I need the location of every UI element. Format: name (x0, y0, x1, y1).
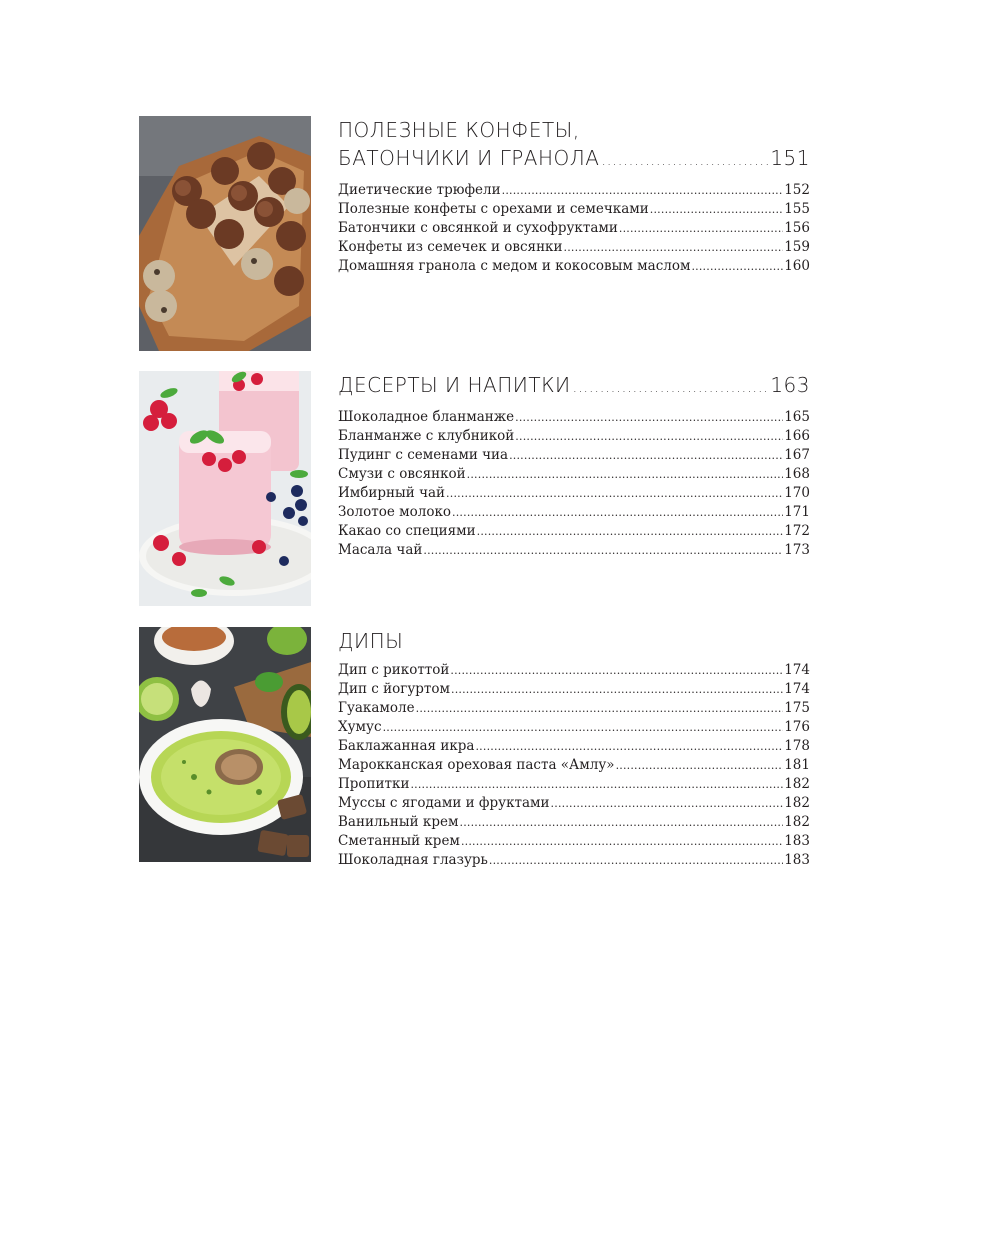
toc-section-candies (139, 116, 819, 351)
entry-title: Шоколадное бланманже (338, 409, 515, 425)
toc-entry[interactable] (338, 257, 810, 276)
toc-block (338, 116, 810, 276)
dot-leader (410, 776, 783, 794)
toc-section-dips (139, 627, 819, 868)
toc-entry[interactable] (338, 680, 810, 699)
entry-title: Дип с йогуртом (338, 681, 450, 697)
dot-leader (650, 201, 783, 219)
heading-line: ДИПЫ (338, 629, 404, 653)
toc-entry[interactable] (338, 408, 810, 427)
heading-line: БАТОНЧИКИ И ГРАНОЛА ..... 151 (338, 144, 810, 175)
entry-title: Дип с рикоттой (338, 662, 450, 678)
entry-title: Масала чай (338, 542, 423, 558)
section-page-number: 163 (770, 373, 810, 397)
dot-leader (446, 485, 783, 503)
entry-title: Ванильный крем (338, 814, 459, 830)
dot-leader (489, 852, 783, 870)
entry-page: 167 (784, 447, 810, 463)
dot-leader (416, 700, 784, 718)
entry-title: Смузи с овсянкой (338, 466, 466, 482)
heading-line: ПОЛЕЗНЫЕ КОНФЕТЫ, (338, 118, 580, 142)
entry-title: Полезные конфеты с орехами и семечками (338, 201, 649, 217)
entry-page: 183 (784, 852, 810, 868)
toc-entry[interactable] (338, 465, 810, 484)
section-heading (338, 627, 810, 655)
dot-leader (502, 182, 784, 200)
toc-entry[interactable] (338, 718, 810, 737)
dot-leader (564, 239, 784, 257)
toc-entry[interactable] (338, 541, 810, 560)
entry-page: 165 (784, 409, 810, 425)
section-page-number: 151 (770, 146, 810, 170)
entry-page: 172 (784, 523, 810, 539)
dot-leader (467, 466, 784, 484)
toc-block (338, 627, 810, 870)
toc-entry[interactable] (338, 484, 810, 503)
entry-title: Бланманже с клубникой (338, 428, 515, 444)
toc-entry[interactable] (338, 699, 810, 718)
entry-page: 182 (784, 776, 810, 792)
entry-title: Муссы с ягодами и фруктами (338, 795, 550, 811)
entry-page: 152 (784, 182, 810, 198)
toc-entry[interactable] (338, 756, 810, 775)
toc-entry[interactable] (338, 200, 810, 219)
avocado-dip-photo (139, 627, 311, 862)
entry-title: Марокканская ореховая паста «Амлу» (338, 757, 615, 773)
entry-page: 181 (784, 757, 810, 773)
entry-list (338, 661, 810, 870)
toc-entry[interactable] (338, 794, 810, 813)
toc-entry[interactable] (338, 661, 810, 680)
entry-page: 175 (784, 700, 810, 716)
dot-leader (475, 738, 783, 756)
dot-leader (551, 795, 784, 813)
toc-entry[interactable] (338, 503, 810, 522)
entry-title: Конфеты из семечек и овсянки (338, 239, 563, 255)
entry-title: Шоколадная глазурь (338, 852, 488, 868)
dot-leader (452, 504, 783, 522)
entry-page: 170 (784, 485, 810, 501)
entry-page: 176 (784, 719, 810, 735)
section-heading (338, 371, 810, 402)
dot-leader (423, 542, 783, 560)
entry-title: Гуакамоле (338, 700, 415, 716)
entry-page: 174 (784, 681, 810, 697)
toc-entry[interactable] (338, 238, 810, 257)
dot-leader (460, 814, 784, 832)
toc-entry[interactable] (338, 522, 810, 541)
entry-page: 183 (784, 833, 810, 849)
entry-page: 173 (784, 542, 810, 558)
entry-page: 174 (784, 662, 810, 678)
entry-title: Батончики с овсянкой и сухофруктами (338, 220, 618, 236)
entry-page: 166 (784, 428, 810, 444)
entry-title: Сметанный крем (338, 833, 460, 849)
toc-entry[interactable] (338, 775, 810, 794)
entry-page: 160 (784, 258, 810, 274)
dot-leader (691, 258, 783, 276)
entry-list (338, 181, 810, 276)
toc-entry[interactable] (338, 813, 810, 832)
entry-title: Баклажанная икра (338, 738, 475, 754)
truffle-balls-photo (139, 116, 311, 351)
toc-block (338, 371, 810, 560)
entry-page: 156 (784, 220, 810, 236)
toc-entry[interactable] (338, 446, 810, 465)
dot-leader (616, 757, 784, 775)
toc-entry[interactable] (338, 737, 810, 756)
toc-entry[interactable] (338, 832, 810, 851)
entry-page: 159 (784, 239, 810, 255)
heading-line: ДЕСЕРТЫ И НАПИТКИ ..... 163 (338, 371, 810, 402)
section-heading (338, 116, 810, 175)
entry-page: 168 (784, 466, 810, 482)
dot-leader (461, 833, 783, 851)
berry-smoothie-photo (139, 371, 311, 606)
dot-leader (451, 681, 783, 699)
entry-title: Какао со специями (338, 523, 476, 539)
toc-entry[interactable] (338, 219, 810, 238)
dot-leader (515, 409, 783, 427)
entry-title: Домашняя гранола с медом и кокосовым маслом (338, 258, 691, 274)
dot-leader (515, 428, 783, 446)
dot-leader (383, 719, 784, 737)
entry-title: Золотое молоко (338, 504, 452, 520)
dot-leader (477, 523, 784, 541)
dot-leader (619, 220, 783, 238)
entry-page: 178 (784, 738, 810, 754)
dot-leader (601, 147, 768, 175)
entry-title: Пудинг с семенами чиа (338, 447, 509, 463)
entry-title: Хумус (338, 719, 382, 735)
toc-entry[interactable] (338, 181, 810, 200)
toc-entry[interactable] (338, 851, 810, 870)
entry-title: Пропитки (338, 776, 410, 792)
entry-list (338, 408, 810, 560)
entry-page: 171 (784, 504, 810, 520)
entry-title: Диетические трюфели (338, 182, 501, 198)
dot-leader (509, 447, 783, 465)
dot-leader (450, 662, 783, 680)
entry-title: Имбирный чай (338, 485, 446, 501)
toc-entry[interactable] (338, 427, 810, 446)
entry-page: 155 (784, 201, 810, 217)
dot-leader (573, 374, 769, 402)
entry-page: 182 (784, 814, 810, 830)
entry-page: 182 (784, 795, 810, 811)
toc-section-desserts (139, 371, 819, 606)
